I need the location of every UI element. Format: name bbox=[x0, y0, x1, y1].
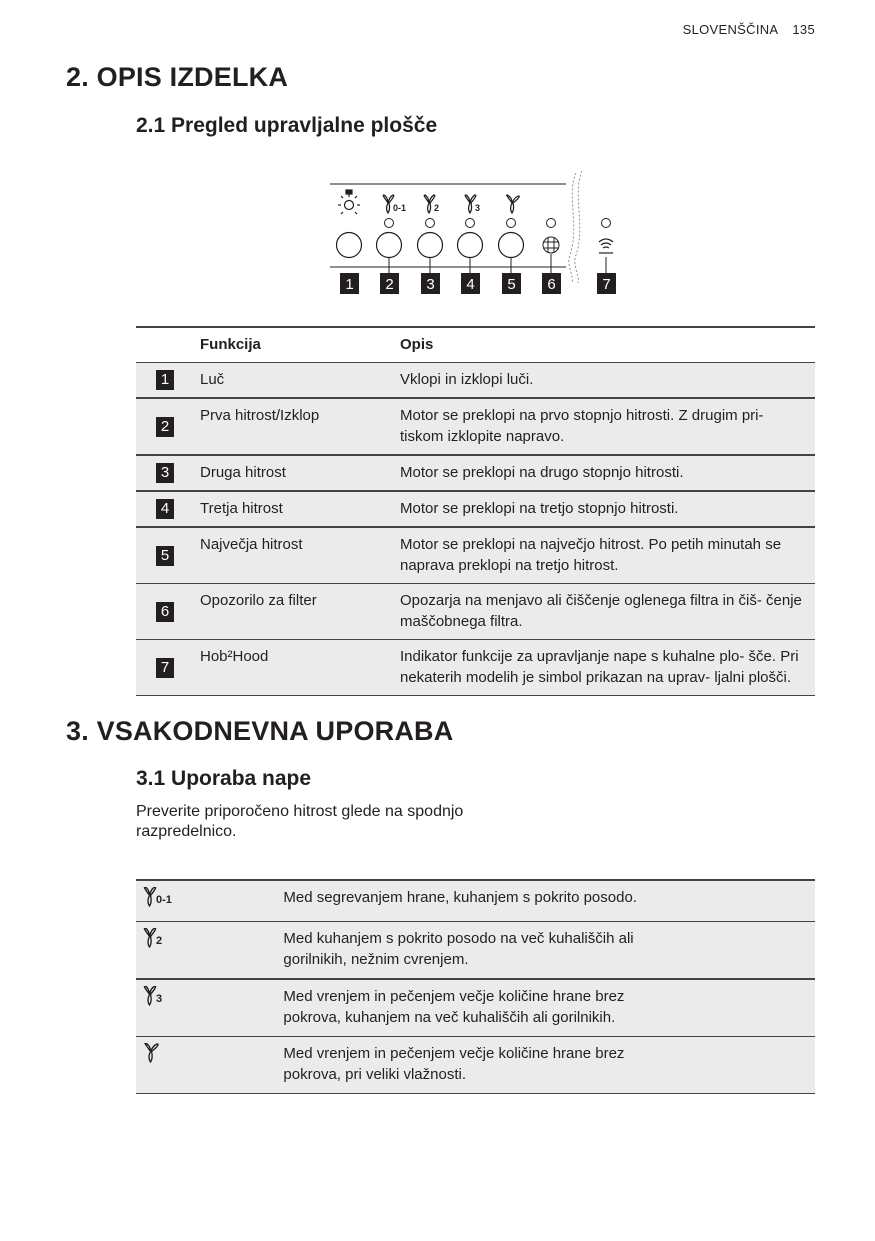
usage-text: Med vrenjem in pečenjem večje količine hrane brez pokrova, pri veliki vlažnosti. bbox=[283, 1037, 815, 1094]
section-3-1-subtitle: 3.1 Uporaba nape bbox=[136, 767, 312, 790]
table-row bbox=[136, 584, 815, 640]
indicator-led bbox=[547, 219, 556, 228]
panel-number-2: 2 bbox=[385, 276, 394, 293]
function-cell: Prva hitrost/Izklop bbox=[200, 398, 400, 455]
section-3-title: 3. VSAKODNEVNA UPORABA bbox=[66, 716, 454, 746]
table-row bbox=[136, 922, 815, 980]
fan-label-2: 2 bbox=[434, 203, 440, 213]
description-cell: Indikator funkcije za upravljanje nape s kuhalne plo- šče. Pri nekaterih modelih je simbol prikazan na uprav- ljalni plošči. bbox=[400, 640, 815, 696]
table-header-row bbox=[136, 327, 815, 363]
function-cell: Tretja hitrost bbox=[200, 491, 400, 527]
speed-1-button[interactable] bbox=[377, 233, 402, 258]
indicator-led bbox=[426, 219, 435, 228]
description-cell: Motor se preklopi na največjo hitrost. Po petih minutah se naprava preklopi na tretjo hitrost. bbox=[400, 527, 815, 584]
description-cell: Opozarja na menjavo ali čiščenje oglenega filtra in čiš- čenje maščobnega filtra. bbox=[400, 584, 815, 640]
fan-max-icon bbox=[507, 195, 519, 213]
panel-number-4: 4 bbox=[466, 276, 475, 293]
panel-number-1: 1 bbox=[345, 276, 354, 293]
fan-speed-label: 3 bbox=[156, 993, 163, 1005]
usage-intro-text: Preverite priporočeno hitrost glede na spodnjo razpredelnico. bbox=[136, 803, 464, 840]
page-header bbox=[669, 22, 815, 37]
row-number-badge: 5 bbox=[156, 546, 174, 566]
table-row bbox=[136, 979, 815, 1037]
description-cell: Vklopi in izklopi luči. bbox=[400, 363, 815, 399]
fan-speed-2-icon bbox=[142, 928, 162, 948]
panel-number-7: 7 bbox=[602, 276, 611, 293]
panel-number-5: 5 bbox=[507, 276, 516, 293]
table-row bbox=[136, 398, 815, 455]
header-language: SLOVENŠČINA bbox=[682, 22, 779, 37]
row-number-badge: 4 bbox=[156, 499, 174, 519]
function-cell: Največja hitrost bbox=[200, 527, 400, 584]
max-speed-button[interactable] bbox=[499, 233, 524, 258]
indicator-led bbox=[602, 219, 611, 228]
table-row bbox=[136, 527, 815, 584]
description-cell: Motor se preklopi na tretjo stopnjo hitrosti. bbox=[400, 491, 815, 527]
row-number-badge: 1 bbox=[156, 370, 174, 390]
control-panel-diagram bbox=[320, 165, 630, 300]
column-header-description: Opis bbox=[400, 327, 815, 363]
table-row bbox=[136, 880, 815, 922]
table-row bbox=[136, 363, 815, 399]
indicator-led bbox=[466, 219, 475, 228]
table-row bbox=[136, 491, 815, 527]
usage-table bbox=[136, 879, 815, 1094]
description-cell: Motor se preklopi na prvo stopnjo hitrosti. Z drugim pri- tiskom izklopite napravo. bbox=[400, 398, 815, 455]
function-cell: Druga hitrost bbox=[200, 455, 400, 491]
fan-speed-label: 0-1 bbox=[156, 894, 172, 906]
function-cell: Luč bbox=[200, 363, 400, 399]
table-row bbox=[136, 640, 815, 696]
usage-text: Med vrenjem in pečenjem večje količine hrane brez pokrova, kuhanjem na več kuhališčih ali gorilnikih. bbox=[283, 979, 815, 1037]
header-page-number: 135 bbox=[792, 22, 815, 37]
light-icon bbox=[338, 190, 360, 214]
speed-2-button[interactable] bbox=[418, 233, 443, 258]
indicator-led bbox=[507, 219, 516, 228]
table-row bbox=[136, 455, 815, 491]
section-2-title: 2. OPIS IZDELKA bbox=[66, 62, 289, 92]
panel-number-6: 6 bbox=[547, 276, 556, 293]
speed-3-button[interactable] bbox=[458, 233, 483, 258]
fan-speed-0-1-icon bbox=[142, 887, 172, 907]
column-header-function: Funkcija bbox=[200, 327, 400, 363]
description-cell: Motor se preklopi na drugo stopnjo hitrosti. bbox=[400, 455, 815, 491]
fan-max-icon bbox=[142, 1043, 160, 1063]
fan-label-0-1: 0-1 bbox=[393, 203, 407, 213]
row-number-badge: 2 bbox=[156, 417, 174, 437]
fan-label-3: 3 bbox=[475, 203, 481, 213]
row-number-badge: 6 bbox=[156, 602, 174, 622]
fan-speed-3-icon bbox=[142, 986, 162, 1006]
indicator-led bbox=[385, 219, 394, 228]
function-cell: Opozorilo za filter bbox=[200, 584, 400, 640]
fan-speed-label: 2 bbox=[156, 935, 163, 947]
usage-text: Med kuhanjem s pokrito posodo na več kuhališčih ali gorilnikih, nežnim cvrenjem. bbox=[283, 922, 815, 980]
function-table bbox=[136, 326, 815, 696]
table-row bbox=[136, 1037, 815, 1094]
panel-number-3: 3 bbox=[426, 276, 435, 293]
filter-icon bbox=[543, 237, 559, 253]
function-cell: Hob²Hood bbox=[200, 640, 400, 696]
row-number-badge: 7 bbox=[156, 658, 174, 678]
row-number-badge: 3 bbox=[156, 463, 174, 483]
light-button[interactable] bbox=[337, 233, 362, 258]
hob2hood-icon bbox=[599, 239, 613, 253]
usage-text: Med segrevanjem hrane, kuhanjem s pokrito posodo. bbox=[283, 880, 815, 922]
section-2-1-subtitle: 2.1 Pregled upravljalne plošče bbox=[136, 114, 438, 137]
